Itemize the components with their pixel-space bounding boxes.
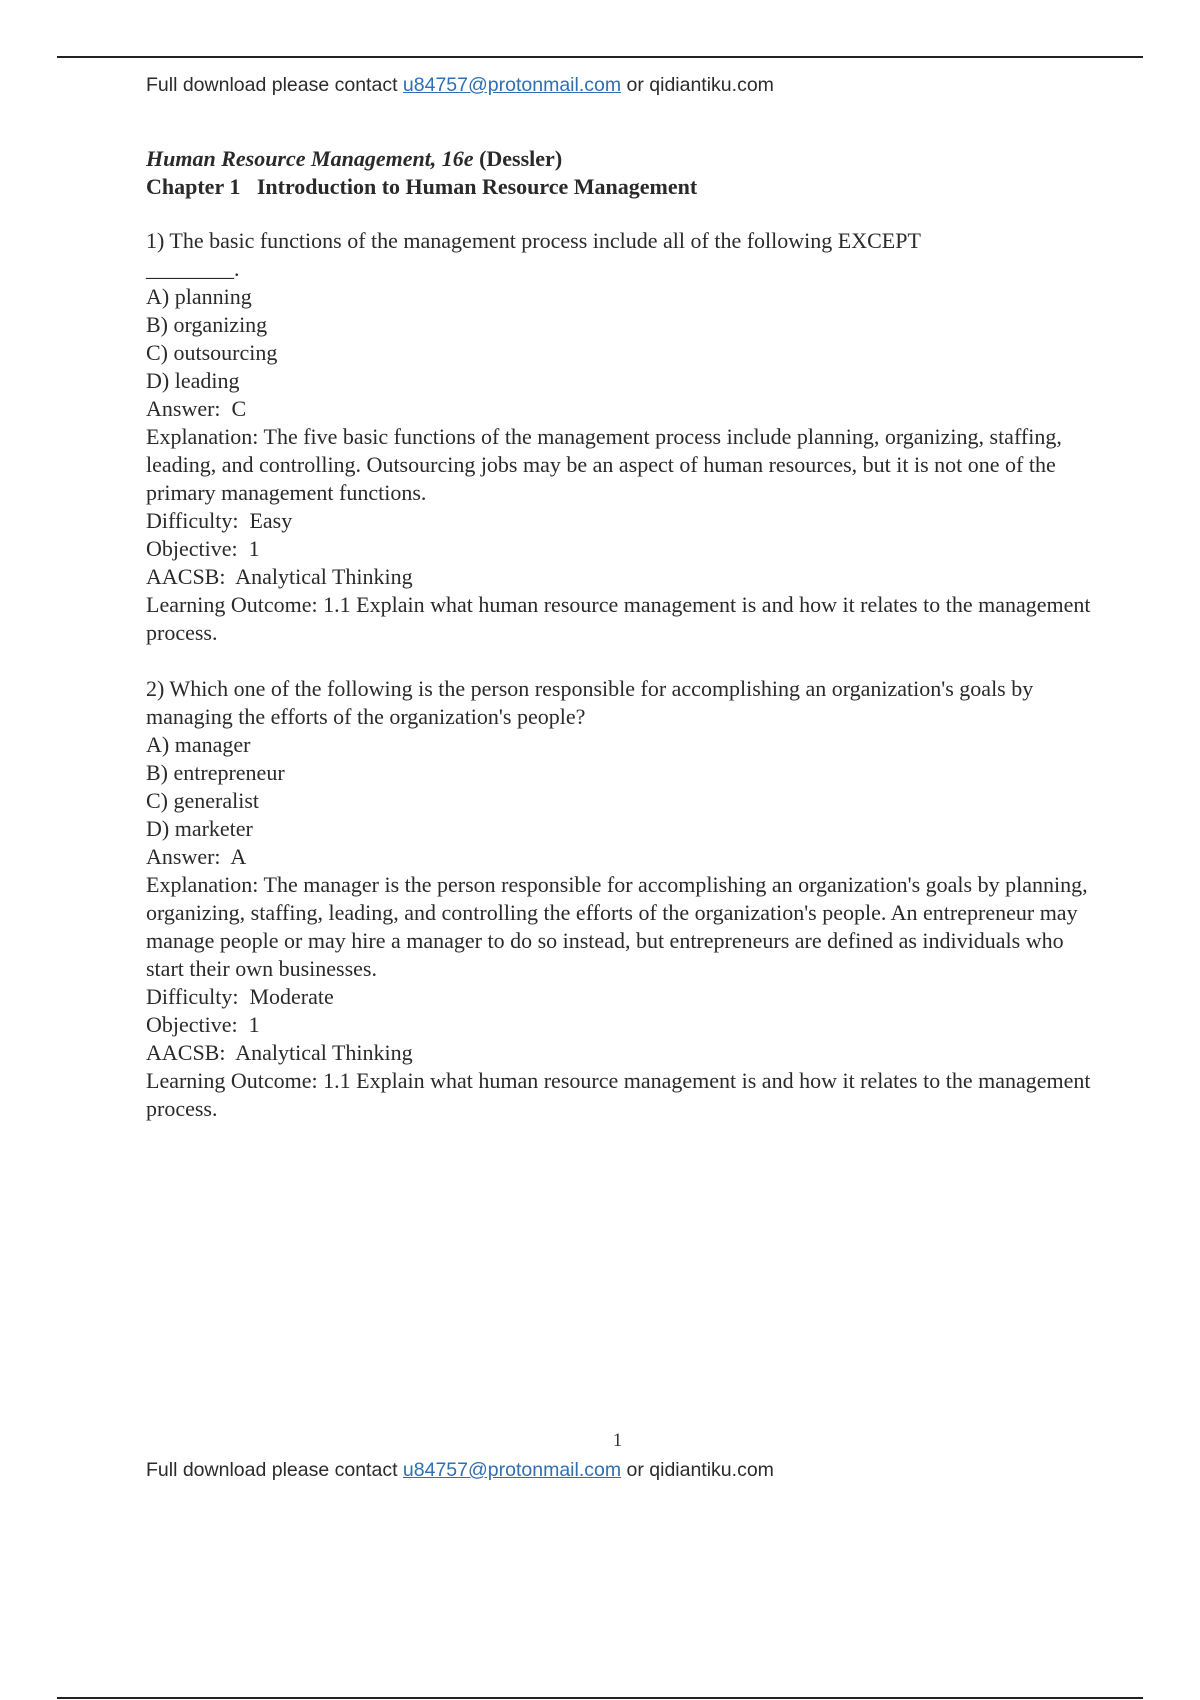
option-a: A) planning bbox=[146, 284, 252, 309]
top-rule bbox=[57, 56, 1143, 58]
contact-prefix: Full download please contact bbox=[146, 1459, 403, 1481]
question-1 bbox=[146, 227, 1096, 647]
difficulty: Difficulty: Easy bbox=[146, 508, 293, 533]
aacsb: AACSB: Analytical Thinking bbox=[146, 564, 413, 589]
contact-prefix: Full download please contact bbox=[146, 74, 403, 96]
explanation: Explanation: The five basic functions of the management process include planning, organizing, staffing, leading, and controlling. Outsourcing jobs may be an aspect of human resources, but it is not one of the primary management functions. bbox=[146, 424, 1062, 505]
footer-contact bbox=[146, 1459, 774, 1482]
option-d: D) marketer bbox=[146, 816, 253, 841]
option-c: C) generalist bbox=[146, 788, 260, 813]
question-stem: 1) The basic functions of the management process include all of the following EXCEPT bbox=[146, 228, 921, 253]
book-title-italic: Human Resource Management, 16e bbox=[146, 146, 474, 171]
question-stem: 2) Which one of the following is the person responsible for accomplishing an organization's goals by managing the efforts of the organization's people? bbox=[146, 676, 1034, 729]
objective: Objective: 1 bbox=[146, 536, 260, 561]
aacsb: AACSB: Analytical Thinking bbox=[146, 1040, 413, 1065]
header-contact bbox=[146, 74, 774, 97]
option-d: D) leading bbox=[146, 368, 240, 393]
contact-suffix: or qidiantiku.com bbox=[621, 74, 774, 96]
objective: Objective: 1 bbox=[146, 1012, 260, 1037]
difficulty: Difficulty: Moderate bbox=[146, 984, 334, 1009]
learning-outcome: Learning Outcome: 1.1 Explain what human resource management is and how it relates to the management process. bbox=[146, 592, 1091, 645]
book-title bbox=[146, 145, 1096, 173]
explanation: Explanation: The manager is the person responsible for accomplishing an organization's goals by planning, organizing, staffing, leading, and controlling the efforts of the organization's people. An entrepreneur may manage people or may hire a manager to do so instead, but entrepreneurs are defined as individuals who start their own businesses. bbox=[146, 872, 1088, 981]
option-b: B) entrepreneur bbox=[146, 760, 285, 785]
question-blank: ________. bbox=[146, 256, 240, 281]
chapter-title: Chapter 1 Introduction to Human Resource Management bbox=[146, 174, 698, 199]
option-c: C) outsourcing bbox=[146, 340, 278, 365]
document-body bbox=[146, 145, 1096, 1123]
question-2 bbox=[146, 675, 1096, 1123]
learning-outcome: Learning Outcome: 1.1 Explain what human resource management is and how it relates to the management process. bbox=[146, 1068, 1091, 1121]
answer: Answer: C bbox=[146, 396, 247, 421]
option-b: B) organizing bbox=[146, 312, 268, 337]
book-title-author: (Dessler) bbox=[473, 146, 563, 171]
bottom-rule bbox=[57, 1697, 1143, 1699]
contact-suffix: or qidiantiku.com bbox=[621, 1459, 774, 1481]
answer: Answer: A bbox=[146, 844, 247, 869]
contact-email-link[interactable]: u84757@protonmail.com bbox=[402, 1459, 622, 1481]
page-number: 1 bbox=[612, 1430, 623, 1451]
contact-email-link[interactable]: u84757@protonmail.com bbox=[402, 74, 622, 96]
option-a: A) manager bbox=[146, 732, 251, 757]
